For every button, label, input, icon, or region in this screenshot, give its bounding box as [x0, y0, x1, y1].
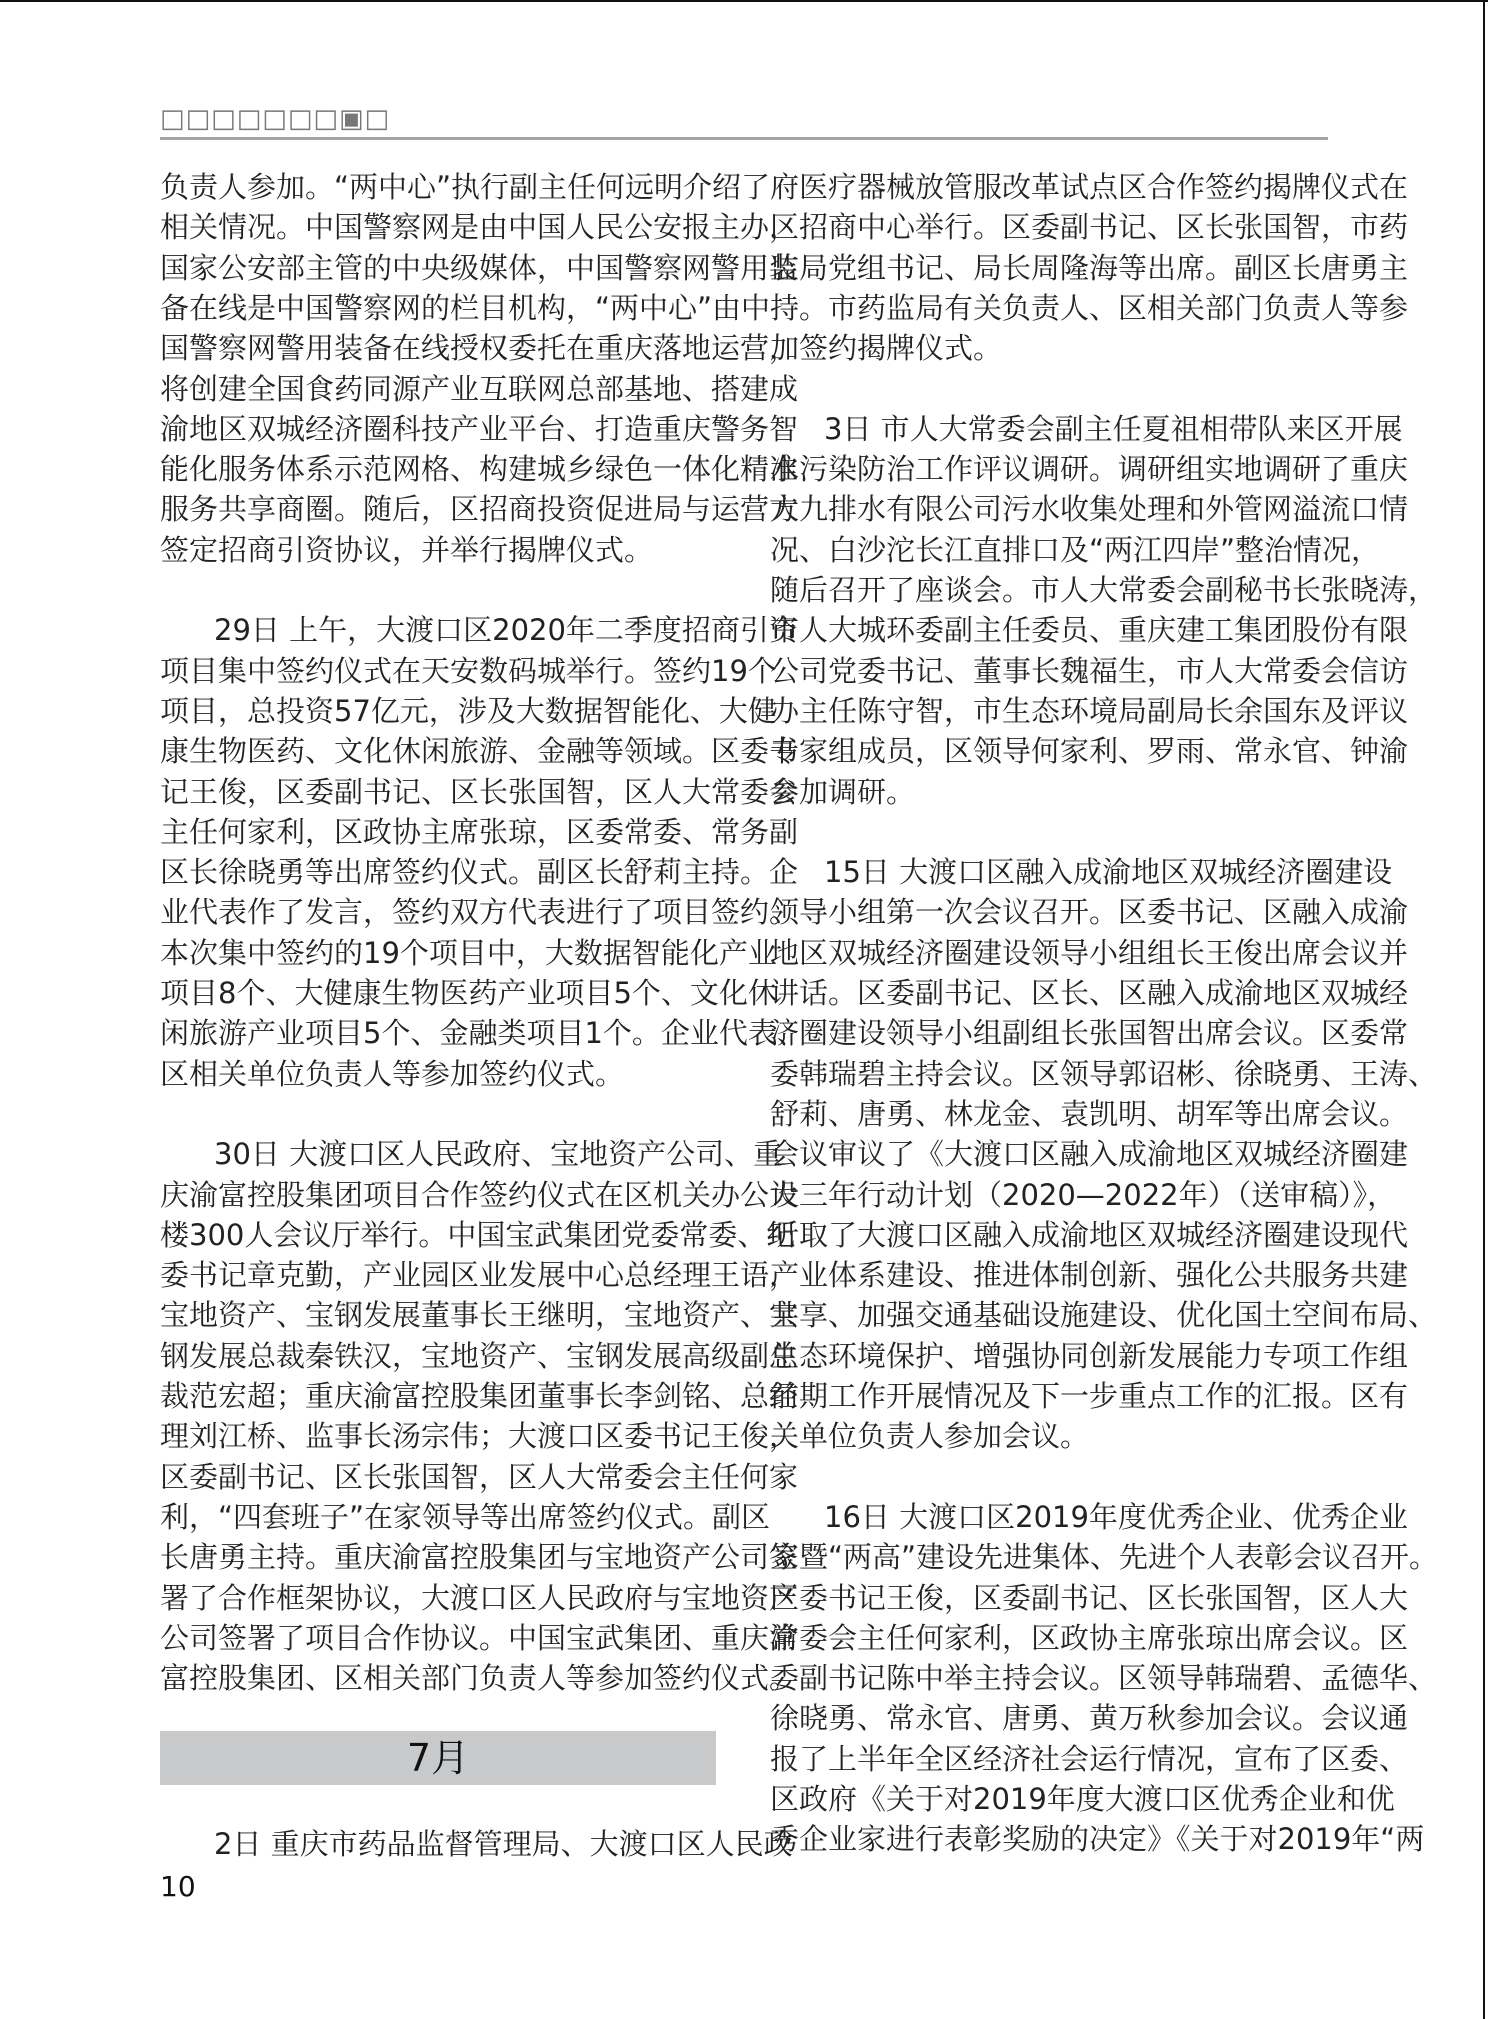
paragraph-line: 产业体系建设、推进体制创新、强化公共服务共建 [770, 1258, 1409, 1293]
paragraph-line: 2日 重庆市药品监督管理局、大渡口区人民政 [214, 1827, 793, 1861]
paragraph-line: 国警察网警用装备在线授权委托在重庆落地运营， [160, 331, 799, 366]
paragraph-line: 本次集中签约的19个项目中，大数据智能化产业 [160, 935, 777, 970]
paragraph-line: 裁范宏超；重庆渝富控股集团董事长李剑铭、总经 [160, 1379, 799, 1413]
month-heading [160, 1731, 716, 1785]
paragraph-line: 舒莉、唐勇、林龙金、袁凯明、胡军等出席会议。 [770, 1096, 1409, 1131]
paragraph-line: 服务共享商圈。随后，区招商投资促进局与运营方 [160, 492, 799, 527]
paragraph-line: 徐晓勇、常永官、唐勇、黄万秋参加会议。会议通 [770, 1701, 1409, 1736]
paragraph-line: 委副书记陈中举主持会议。区领导韩瑞碧、孟德华、 [770, 1661, 1438, 1696]
paragraph-line: 主任何家利，区政协主席张琼，区委常委、常务副 [160, 814, 799, 849]
month-heading-text: 7月 [406, 1736, 470, 1780]
paragraph-line: 负责人参加。“两中心”执行副主任何远明介绍了 [160, 170, 771, 204]
paragraph-line: 区相关单位负责人等参加签约仪式。 [160, 1056, 625, 1091]
paragraph-line: 公司签署了项目合作协议。中国宝武集团、重庆渝 [160, 1620, 799, 1655]
paragraph-line: 济圈建设领导小组副组长张国智出席会议。区委常 [770, 1016, 1409, 1051]
paragraph-line: 区委副书记、区长张国智，区人大常委会主任何家 [160, 1459, 799, 1494]
paragraph-line: 常委会主任何家利，区政协主席张琼出席会议。区 [770, 1620, 1409, 1655]
paragraph-line: 关单位负责人参加会议。 [770, 1419, 1090, 1454]
paragraph-line: 府医疗器械放管服改革试点区合作签约揭牌仪式在 [770, 170, 1409, 204]
paragraph-line: 30日 大渡口区人民政府、宝地资产公司、重 [214, 1137, 783, 1172]
paragraph-line: 区委书记王俊，区委副书记、区长张国智，区人大 [770, 1580, 1409, 1615]
page-number: 10 [160, 1870, 196, 1903]
paragraph-line: 富控股集团、区相关部门负责人等参加签约仪式。 [160, 1661, 799, 1696]
paragraph-line: 利，“四套班子”在家领导等出席签约仪式。副区 [160, 1499, 771, 1534]
paragraph-line: 参加调研。 [770, 774, 916, 809]
paragraph-line: 听取了大渡口区融入成渝地区双城经济圈建设现代 [770, 1217, 1409, 1252]
paragraph-line: 区招商中心举行。区委副书记、区长张国智，市药 [770, 210, 1409, 245]
paragraph-line: 15日 大渡口区融入成渝地区双城经济圈建设 [824, 855, 1393, 890]
paragraph-line: 业代表作了发言，签约双方代表进行了项目签约。 [160, 895, 799, 930]
paragraph-line: 能化服务体系示范网格、构建城乡绿色一体化精准 [160, 452, 799, 487]
paragraph-line: 委韩瑞碧主持会议。区领导郭诏彬、徐晓勇、王涛、 [770, 1056, 1438, 1091]
running-head: □□□□□□□▣□ [160, 104, 391, 134]
paragraph-line: 署了合作框架协议，大渡口区人民政府与宝地资产 [160, 1580, 799, 1615]
paragraph-line: 家暨“两高”建设先进集体、先进个人表彰会议召开。 [770, 1540, 1439, 1575]
paragraph-line: 区政府《关于对2019年度大渡口区优秀企业和优 [770, 1782, 1395, 1816]
paragraph-line: 监局党组书记、局长周隆海等出席。副区长唐勇主 [770, 250, 1409, 285]
paragraph-line: 报了上半年全区经济社会运行情况，宣布了区委、 [770, 1741, 1409, 1776]
paragraph-line: 大九排水有限公司污水收集处理和外管网溢流口情 [770, 492, 1409, 527]
paragraph-line: 长唐勇主持。重庆渝富控股集团与宝地资产公司签 [160, 1540, 799, 1575]
header-rule [160, 137, 1328, 140]
paragraph-line: 庆渝富控股集团项目合作签约仪式在区机关办公大 [160, 1177, 799, 1212]
paragraph-line: 将创建全国食药同源产业互联网总部基地、搭建成 [160, 371, 799, 406]
paragraph-line: 记王俊，区委副书记、区长张国智，区人大常委会 [160, 774, 799, 809]
paragraph-line: 渝地区双城经济圈科技产业平台、打造重庆警务智 [160, 411, 799, 446]
paragraph-line: 备在线是中国警察网的栏目机构，“两中心”由中 [160, 290, 771, 325]
paragraph-line: 项目集中签约仪式在天安数码城举行。签约19个 [160, 653, 777, 688]
paragraph-line: 讲话。区委副书记、区长、区融入成渝地区双城经 [770, 976, 1409, 1010]
paragraph-line: 委书记章克勤，产业园区业发展中心总经理王语， [160, 1258, 799, 1293]
paragraph-line: 区长徐晓勇等出席签约仪式。副区长舒莉主持。企 [160, 855, 799, 890]
page-border-top [0, 0, 1488, 2]
paragraph-line: 专家组成员，区领导何家利、罗雨、常永官、钟渝 [770, 734, 1409, 769]
paragraph-line: 办主任陈守智，市生态环境局副局长余国东及评议 [770, 693, 1409, 728]
paragraph-line: 地区双城经济圈建设领导小组组长王俊出席会议并 [770, 935, 1409, 970]
paragraph-line: 设三年行动计划（2020—2022年）（送审稿）》， [770, 1177, 1397, 1212]
paragraph-line: 3日 市人大常委会副主任夏祖相带队来区开展 [824, 411, 1403, 446]
paragraph-line: 共享、加强交通基础设施建设、优化国土空间布局、 [770, 1298, 1438, 1333]
paragraph-line: 宝地资产、宝钢发展董事长王继明，宝地资产、宝 [160, 1298, 799, 1333]
paragraph-line: 16日 大渡口区2019年度优秀企业、优秀企业 [824, 1499, 1408, 1534]
paragraph-line: 29日 上午，大渡口区2020年二季度招商引资 [214, 613, 798, 648]
paragraph-line: 加签约揭牌仪式。 [770, 331, 1003, 366]
paragraph-line: 会议审议了《大渡口区融入成渝地区双城经济圈建 [770, 1137, 1409, 1172]
paragraph-line: 理刘江桥、监事长汤宗伟；大渡口区委书记王俊， [160, 1419, 799, 1454]
paragraph-line: 领导小组第一次会议召开。区委书记、区融入成渝 [770, 895, 1409, 930]
paragraph-line: 持。市药监局有关负责人、区相关部门负责人等参 [770, 290, 1409, 325]
paragraph-line: 水污染防治工作评议调研。调研组实地调研了重庆 [770, 452, 1409, 487]
paragraph-line: 生态环境保护、增强协同创新发展能力专项工作组 [770, 1338, 1409, 1373]
paragraph-line: 闲旅游产业项目5个、金融类项目1个。企业代表、 [160, 1016, 806, 1051]
paragraph-line: 项目，总投资57亿元，涉及大数据智能化、大健 [160, 693, 777, 728]
paragraph-line: 项目8个、大健康生物医药产业项目5个、文化休 [160, 976, 777, 1010]
paragraph-line: 相关情况。中国警察网是由中国人民公安报主办， [160, 210, 799, 245]
paragraph-line: 康生物医药、文化休闲旅游、金融等领域。区委书 [160, 734, 799, 769]
page-border-right [1483, 0, 1485, 2019]
paragraph-line: 公司党委书记、董事长魏福生，市人大常委会信访 [770, 653, 1409, 688]
paragraph-line: 钢发展总裁秦铁汉，宝地资产、宝钢发展高级副总 [160, 1338, 799, 1373]
paragraph-line: 秀企业家进行表彰奖励的决定》《关于对2019年“两 [770, 1822, 1425, 1857]
paragraph-line: 市人大城环委副主任委员、重庆建工集团股份有限 [770, 613, 1409, 648]
paragraph-line: 楼300人会议厅举行。中国宝武集团党委常委、纪 [160, 1217, 796, 1252]
paragraph-line: 签定招商引资协议，并举行揭牌仪式。 [160, 532, 654, 567]
paragraph-line: 前期工作开展情况及下一步重点工作的汇报。区有 [770, 1379, 1409, 1413]
paragraph-line: 随后召开了座谈会。市人大常委会副秘书长张晓涛， [770, 573, 1438, 607]
paragraph-line: 况、白沙沱长江直排口及“两江四岸”整治情况， [770, 532, 1381, 567]
paragraph-line: 国家公安部主管的中央级媒体，中国警察网警用装 [160, 250, 799, 285]
